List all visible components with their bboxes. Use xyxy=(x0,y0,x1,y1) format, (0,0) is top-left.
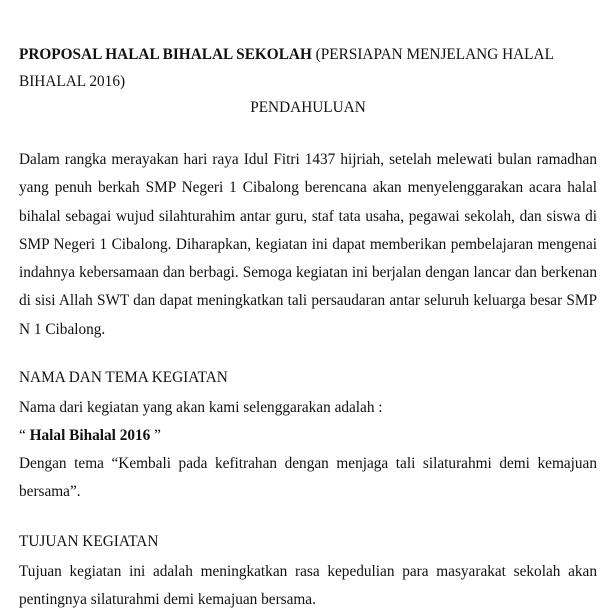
event-close-quote: ” xyxy=(150,427,161,444)
intro-heading: PENDAHULUAN xyxy=(250,99,366,116)
document-title-rest: (PERSIAPAN MENJELANG HALAL BIHALAL 2016) xyxy=(19,46,554,90)
theme-paragraph: Dengan tema “Kembali pada kefitrahan dengan menjaga tali silaturahmi demi kemajuan bersama”. xyxy=(19,455,597,500)
event-open-quote: “ xyxy=(19,427,30,444)
event-name-intro-line: Nama dari kegiatan yang akan kami selenggarakan adalah : xyxy=(19,399,383,416)
section-heading-name-theme: NAMA DAN TEMA KEGIATAN xyxy=(19,369,228,386)
document-title xyxy=(19,41,597,95)
document-title-bold: PROPOSAL HALAL BIHALAL SEKOLAH xyxy=(19,46,312,63)
intro-paragraph: Dalam rangka merayakan hari raya Idul Fitri 1437 hijriah, setelah melewati bulan ramadhan yang penuh berkah SMP Negeri 1 Cibalong berencana akan menyelenggarakan acara halal bihalal sebagai wujud silahturahim antar guru, staf tata usaha, pegawai sekolah, dan siswa di SMP Negeri 1 Cibalong. Diharapkan, kegiatan ini dapat memberikan pembelajaran mengenai indahnya kebersamaan dan berbagi. Semoga kegiatan ini berjalan dengan lancar dan berkenan di sisi Allah SWT dan dapat meningkatkan tali persaudaran antar seluruh keluarga besar SMP N 1 Cibalong. xyxy=(19,151,597,338)
event-name: Halal Bihalal 2016 xyxy=(29,427,151,444)
event-name-line xyxy=(19,424,161,448)
section-heading-goals: TUJUAN KEGIATAN xyxy=(19,533,159,550)
goals-paragraph: Tujuan kegiatan ini adalah meningkatkan rasa kepedulian para masyarakat sekolah akan pentingnya silaturahmi demi kemajuan bersama. xyxy=(19,563,597,608)
